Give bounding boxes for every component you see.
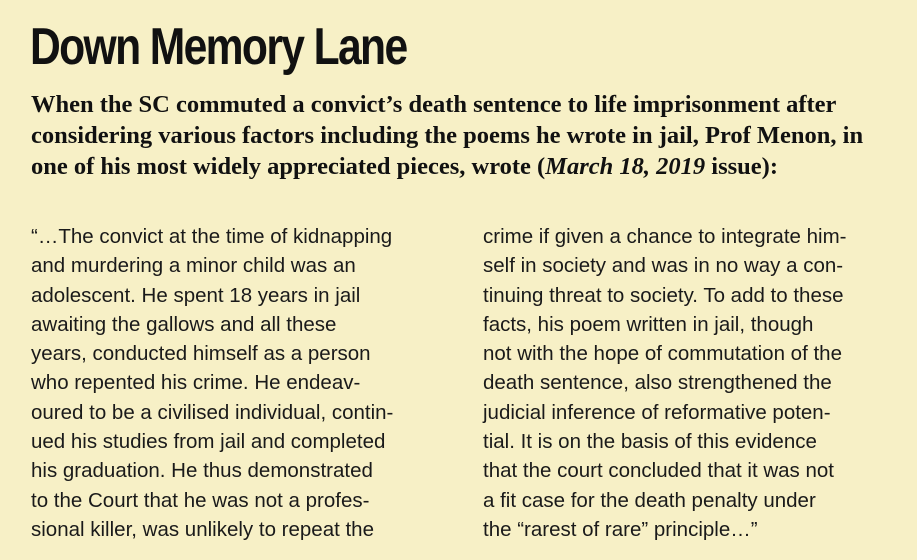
quote-line: tial. It is on the basis of this evidence (483, 430, 817, 454)
quote-line: crime if given a chance to integrate him- (483, 225, 847, 248)
intro-paragraph (31, 89, 891, 182)
quote-line: that the court concluded that it was not (483, 459, 834, 483)
quote-line: judicial inference of reformative poten- (483, 400, 831, 424)
intro-text-before: When the SC commuted a convict’s death sentence to life imprisonment after considering various factors including the poems he wrote in jail, Prof Menon, in one of his most widely appreciated pieces, wrote ( (31, 91, 864, 180)
quote-line: death sentence, also strengthened the (483, 371, 832, 395)
quote-line: ued his studies from jail and completed (31, 430, 386, 454)
quote-line: who repented his crime. He endeav- (31, 371, 361, 395)
quote-column-right (483, 222, 901, 544)
quote-line: facts, his poem written in jail, though (483, 312, 814, 336)
issue-date: March 18, 2019 (545, 153, 706, 180)
quote-line: tinuing threat to society. To add to these (483, 283, 844, 307)
headline: Down Memory Lane (30, 18, 407, 76)
quote-column-left (31, 222, 449, 544)
quote-line: to the Court that he was not a profes- (31, 488, 370, 512)
quote-line: oured to be a civilised individual, contin- (31, 400, 394, 424)
quote-line: adolescent. He spent 18 years in jail (31, 283, 361, 307)
quote-line: sional killer, was unlikely to repeat the (31, 517, 374, 541)
quote-line: awaiting the gallows and all these (31, 312, 337, 336)
quote-line: the “rarest of rare” principle…” (483, 517, 758, 541)
quote-line: years, conducted himself as a person (31, 342, 371, 366)
quote-line: and murdering a minor child was an (31, 254, 356, 278)
quote-line: not with the hope of commutation of the (483, 342, 842, 366)
quote-line: self in society and was in no way a con- (483, 254, 844, 278)
quote-line: his graduation. He thus demonstrated (31, 459, 373, 483)
intro-text-after: issue): (705, 153, 778, 180)
quote-line: “…The convict at the time of kidnapping (31, 225, 393, 248)
quote-line: a fit case for the death penalty under (483, 488, 816, 512)
quote-block (31, 222, 901, 544)
